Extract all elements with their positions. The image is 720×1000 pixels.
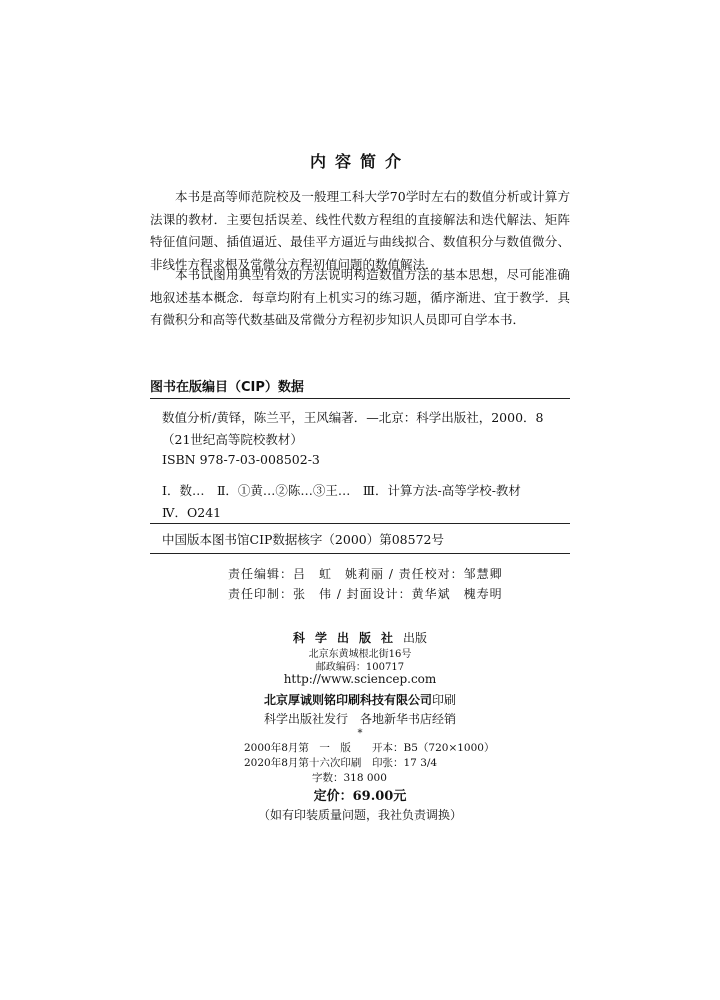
publisher-address: 北京东黄城根北街16号 bbox=[308, 649, 412, 660]
cip-top-rule bbox=[150, 398, 570, 399]
cip-core-number: 中国版本图书馆CIP数据核字（2000）第08572号 bbox=[162, 532, 444, 547]
intro-paragraph-1: 本书是高等师范院校及一般理工科大学70学时左右的数值分析或计算方法课的教材．主要包括误差、线性代数方程组的直接解法和迭代解法、矩阵特征值问题、插值逼近、最佳平方逼近与曲线拟合、数值积分与数值微分、非线性方程求根及常微分方程初值问题的数值解法． bbox=[150, 189, 570, 272]
cip-classification-1: Ⅰ．数… Ⅱ．①黄…②陈…③王… Ⅲ．计算方法-高等学校-教材 bbox=[162, 483, 521, 498]
separator-star: * bbox=[357, 728, 363, 739]
edition-info: 2000年8月第 一 版 bbox=[244, 742, 351, 754]
format-info: 开本：B5（720×1000） bbox=[372, 742, 495, 754]
cip-mid-rule bbox=[150, 523, 570, 524]
publisher-url: http://www.sciencep.com bbox=[283, 672, 437, 686]
word-count: 字数：318 000 bbox=[312, 772, 387, 784]
publisher-postcode: 邮政编码：100717 bbox=[315, 662, 405, 673]
cip-classification-2: Ⅳ．O241 bbox=[162, 505, 222, 520]
credits-line-1: 责任编辑：吕 虹 姚莉丽 / 责任校对：邹慧卿 bbox=[228, 567, 503, 581]
credits-line-2: 责任印制：张 伟 / 封面设计：黄华斌 槐寿明 bbox=[228, 587, 503, 601]
cip-heading: 图书在版编目（CIP）数据 bbox=[150, 380, 304, 395]
sheets-info: 印张：17 3/4 bbox=[372, 757, 438, 769]
publisher-name: 科学出版社 bbox=[292, 631, 403, 645]
printer-name: 北京厚诚则铭印刷科技有限公司 bbox=[263, 693, 432, 707]
price-value: 69.00元 bbox=[352, 789, 407, 804]
intro-title: 内容简介 bbox=[309, 152, 410, 171]
price-label: 定价： bbox=[313, 789, 353, 804]
publisher-suffix: 出版 bbox=[403, 631, 428, 645]
printer-suffix: 印刷 bbox=[432, 693, 457, 707]
cip-isbn: ISBN 978-7-03-008502-3 bbox=[162, 452, 320, 467]
distribution-line: 科学出版社发行 各地新华书店经销 bbox=[263, 712, 456, 726]
printing-info: 2020年8月第十六次印刷 bbox=[244, 757, 362, 769]
cip-line-1: 数值分析/黄铎，陈兰平，王风编著．—北京：科学出版社，2000．8 bbox=[162, 410, 544, 425]
price-line bbox=[0, 785, 720, 804]
publisher-line bbox=[0, 627, 720, 646]
intro-paragraph-2: 本书试图用典型有效的方法说明构造数值方法的基本思想，尽可能准确地叙述基本概念．每章均附有上机实习的练习题，循序渐进、宜于教学．具有微积分和高等代数基础及常微分方程初步知识人员即可自学本书． bbox=[150, 267, 570, 327]
printer-line bbox=[0, 689, 720, 708]
cip-line-2: （21世纪高等院校教材） bbox=[162, 432, 303, 447]
quality-notice: （如有印装质量问题，我社负责调换） bbox=[257, 808, 462, 822]
cip-bottom-rule bbox=[150, 553, 570, 554]
